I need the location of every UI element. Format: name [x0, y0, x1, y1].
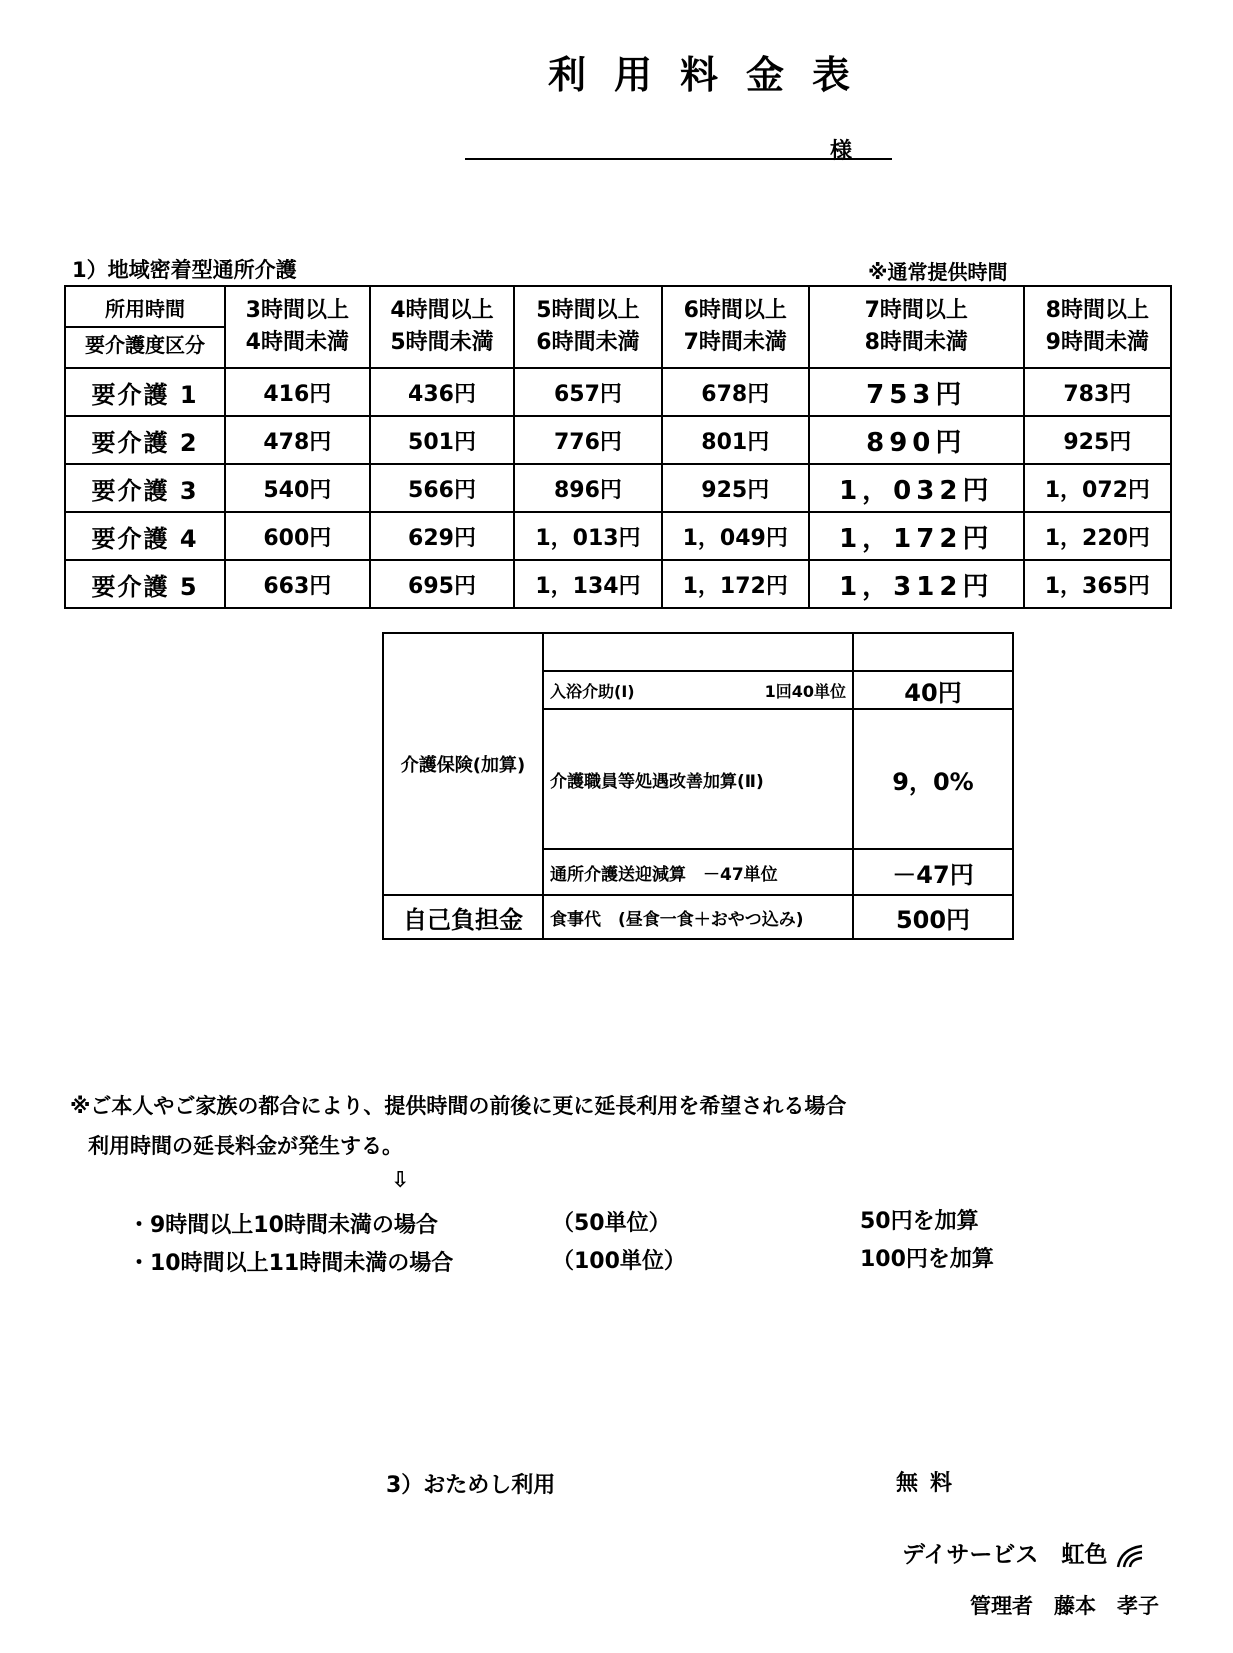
blank-cell — [853, 633, 1013, 671]
self-pay-label: 自己負担金 — [383, 895, 543, 939]
staff-label: 介護職員等処遇改善加算(Ⅱ) — [543, 709, 853, 849]
fee-cell: 695円 — [370, 560, 515, 608]
table-row — [65, 560, 1171, 608]
extension-note-line1: ※ご本人やご家族の都合により、提供時間の前後に更に延長利用を希望される場合 — [70, 1094, 847, 1118]
column-header-line2: 5時間未満 — [390, 330, 494, 355]
table-row — [65, 512, 1171, 560]
column-header-line2: 8時間未満 — [864, 330, 968, 355]
name-line — [465, 158, 892, 160]
care-level-label: 要介護 4 — [65, 512, 225, 560]
extension-fee: 50円を加算 — [860, 1209, 979, 1234]
fee-cell: 663円 — [225, 560, 370, 608]
care-level-label: 要介護 2 — [65, 416, 225, 464]
fee-cell: 776円 — [514, 416, 661, 464]
extension-label: ・10時間以上11時間未満の場合 — [128, 1251, 454, 1276]
fee-cell: 478円 — [225, 416, 370, 464]
fee-cell: 657円 — [514, 368, 661, 416]
addon-table — [382, 632, 1014, 940]
fee-cell: 925円 — [1024, 416, 1171, 464]
bath-label: 入浴介助(Ⅰ) — [550, 681, 635, 701]
column-header-line1: 8時間以上 — [1045, 298, 1149, 323]
fee-cell: 501円 — [370, 416, 515, 464]
fee-cell: 890円 — [809, 416, 1024, 464]
trial-label: 3）おためし利用 — [386, 1473, 556, 1498]
company-name — [902, 1536, 1145, 1569]
trial-value: 無料 — [896, 1471, 965, 1496]
fee-cell: 1，312円 — [809, 560, 1024, 608]
column-header — [225, 286, 370, 368]
corner-header — [65, 286, 225, 368]
fee-cell: 753円 — [809, 368, 1024, 416]
column-header — [1024, 286, 1171, 368]
fee-cell: 1，013円 — [514, 512, 661, 560]
fee-cell: 1，220円 — [1024, 512, 1171, 560]
fee-cell: 416円 — [225, 368, 370, 416]
column-header-line1: 4時間以上 — [390, 298, 494, 323]
rate-table — [64, 285, 1172, 609]
fee-cell: 783円 — [1024, 368, 1171, 416]
normal-time-note: ※通常提供時間 — [868, 260, 1008, 284]
fee-cell: 629円 — [370, 512, 515, 560]
table-row — [65, 368, 1171, 416]
section1-title: 1）地域密着型通所介護 — [72, 258, 297, 282]
transport-value: －47円 — [853, 849, 1013, 895]
fee-cell: 1，365円 — [1024, 560, 1171, 608]
care-level-label: 要介護 5 — [65, 560, 225, 608]
fee-cell: 678円 — [662, 368, 809, 416]
bath-value: 40円 — [853, 671, 1013, 709]
extension-units: （100単位） — [552, 1249, 686, 1274]
extension-note-line2: 利用時間の延長料金が発生する。 — [88, 1134, 403, 1158]
transport-label: 通所介護送迎減算 －47単位 — [543, 849, 853, 895]
column-header — [514, 286, 661, 368]
fee-cell: 1，072円 — [1024, 464, 1171, 512]
column-header-line1: 3時間以上 — [245, 298, 349, 323]
insurance-label: 介護保険(加算) — [383, 633, 543, 895]
care-level-label: 要介護 1 — [65, 368, 225, 416]
meal-value: 500円 — [853, 895, 1013, 939]
honorific: 様 — [830, 139, 853, 164]
column-header-line1: 6時間以上 — [683, 298, 787, 323]
fee-cell: 896円 — [514, 464, 661, 512]
corner-bottom: 要介護度区分 — [85, 333, 205, 357]
corner-top: 所用時間 — [66, 292, 224, 328]
fee-cell: 600円 — [225, 512, 370, 560]
fee-cell: 1，172円 — [809, 512, 1024, 560]
fee-cell: 1，172円 — [662, 560, 809, 608]
column-header-line2: 9時間未満 — [1045, 330, 1149, 355]
extension-fee: 100円を加算 — [860, 1247, 994, 1272]
rainbow-logo-icon — [1115, 1543, 1145, 1569]
manager-name: 管理者 藤本 孝子 — [970, 1594, 1159, 1618]
meal-label: 食事代 (昼食一食＋おやつ込み) — [543, 895, 853, 939]
column-header — [809, 286, 1024, 368]
column-header-line2: 7時間未満 — [683, 330, 787, 355]
column-header-line2: 4時間未満 — [245, 330, 349, 355]
fee-cell: 1，049円 — [662, 512, 809, 560]
fee-cell: 436円 — [370, 368, 515, 416]
column-header — [370, 286, 515, 368]
blank-cell — [543, 633, 853, 671]
bath-unit: 1回40単位 — [764, 681, 846, 701]
bath-row-label — [543, 671, 853, 709]
column-header-line2: 6時間未満 — [536, 330, 640, 355]
company-text: デイサービス 虹色 — [902, 1542, 1108, 1568]
fee-cell: 925円 — [662, 464, 809, 512]
fee-cell: 540円 — [225, 464, 370, 512]
column-header — [662, 286, 809, 368]
page-title: 利用料金表 — [548, 53, 879, 97]
staff-value: 9，0% — [853, 709, 1013, 849]
fee-cell: 566円 — [370, 464, 515, 512]
table-row — [65, 464, 1171, 512]
fee-cell: 801円 — [662, 416, 809, 464]
care-level-label: 要介護 3 — [65, 464, 225, 512]
down-arrow-icon: ⇩ — [391, 1168, 410, 1193]
extension-label: ・9時間以上10時間未満の場合 — [128, 1213, 438, 1238]
fee-cell: 1，032円 — [809, 464, 1024, 512]
column-header-line1: 7時間以上 — [864, 298, 968, 323]
column-header-line1: 5時間以上 — [536, 298, 640, 323]
table-row — [65, 416, 1171, 464]
extension-units: （50単位） — [552, 1211, 671, 1236]
fee-cell: 1，134円 — [514, 560, 661, 608]
